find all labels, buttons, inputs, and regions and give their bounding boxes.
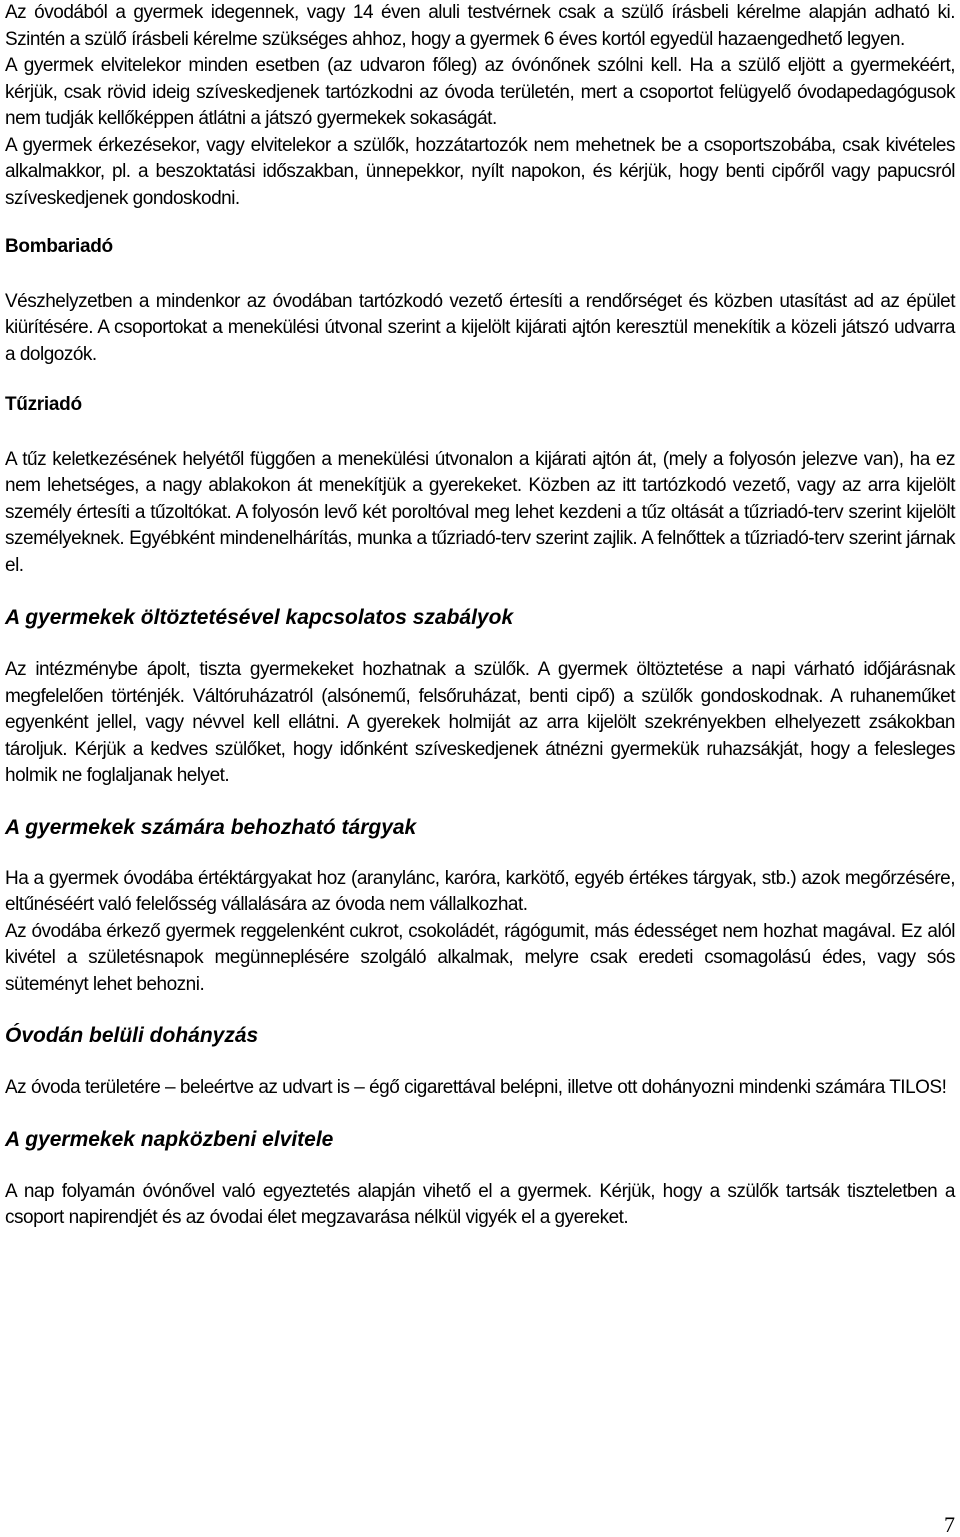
page-number: 7	[944, 1512, 955, 1537]
fire-alarm-paragraph: A tűz keletkezésének helyétől függően a menekülési útvonalon a kijárati ajtón át, (mely a folyosón jelezve van), ha ez nem lehetséges, a nagy ablakokon át menekítjük a gyerekeket. Közben az itt tartózkodó vezető, vagy az arra kijelölt személy értesíti a tűzoltókat. A folyosón levő két poroltóval meg lehet kezdeni a tűz oltását a tűzriadó-terv szerint kijelölt személyeknek. Egyébként mindenelhárítás, munka a tűzriadó-terv szerint zajlik. A felnőttek a tűzriadó-terv szerint járnak el.	[5, 448, 955, 576]
daytime-pickup-paragraph: A nap folyamán óvónővel való egyeztetés alapján vihető el a gyermek. Kérjük, hogy a szülők tartsák tiszteletben a csoport napirendjét és az óvodai élet megzavarása nélkül vigyék el a gyereket.	[5, 1180, 955, 1228]
smoking-heading: Óvodán belüli dohányzás	[5, 1024, 259, 1047]
allowed-items-paragraph-2: Az óvodába érkező gyermek reggelenként cukrot, csokoládét, rágógumit, más édességet nem hozhat magával. Ez alól kivétel a születésnapok megünneplésére szolgáló alkalmak, melyre csak eredeti csomagolású édes, vagy sós süteményt lehet behozni.	[5, 920, 955, 995]
daytime-pickup-heading: A gyermekek napközbeni elvitele	[5, 1127, 334, 1151]
bomb-alarm-heading: Bombariadó	[5, 236, 113, 257]
smoking-paragraph: Az óvoda területére – beleértve az udvart is – égő cigarettával belépni, illetve ott dohányozni mindenki számára TILOS!	[5, 1077, 947, 1098]
fire-alarm-heading: Tűzriadó	[5, 394, 82, 415]
intro-paragraph-2: A gyermek elvitelekor minden esetben (az udvaron főleg) az óvónőnek szólni kell. Ha a szülő eljött a gyermekéért, kérjük, csak rövid ideig szíveskedjenek tartózkodni az óvoda területén, mert a csoportot felügyelő óvodapedagógusok nem tudják kellőképpen átlátni a játszó gyermekek sokaságát.	[5, 55, 955, 129]
intro-paragraph-1: Az óvodából a gyermek idegennek, vagy 14 éven aluli testvérnek csak a szülő írásbeli kérelme alapján adható ki. Szintén a szülő írásbeli kérelme szükséges ahhoz, hogy a gyermek 6 éves kortól egyedül hazaengedhető legyen.	[5, 2, 955, 50]
allowed-items-paragraph-1: Ha a gyermek óvodába értéktárgyakat hoz (aranylánc, karóra, karkötő, egyéb értékes tárgyak, stb.) azok megőrzésére, eltűnéséért való felelősség vállalására az óvoda nem vállalkozhat.	[5, 867, 955, 915]
bomb-alarm-paragraph: Vészhelyzetben a mindenkor az óvodában tartózkodó vezető értesíti a rendőrséget és közben utasítást ad az épület kiürítésére. A csoportokat a menekülési útvonal szerint a kijelölt kijárati ajtón keresztül menekítik a közeli játszó udvarra a dolgozók.	[5, 290, 955, 365]
clothing-rules-heading: A gyermekek öltöztetésével kapcsolatos szabályok	[5, 606, 514, 629]
clothing-rules-paragraph: Az intézménybe ápolt, tiszta gyermekeket hozhatnak a szülők. A gyermek öltöztetése a napi várható időjárásnak megfelelően történjék. Váltóruházatról (alsónemű, felsőruházat, benti cipő) a szülők gondoskodnak. A ruhaneműket egyenként jellel, vagy névvel kell ellátni. A gyerekek holmiját az arra kijelölt szekrényekben elhelyezett zsákokban tároljuk. Kérjük a kedves szülőket, hogy időnként szíveskedjenek átnézni gyermekük ruhazsákját, hogy a felesleges holmik ne foglaljanak helyet.	[5, 659, 955, 786]
allowed-items-heading: A gyermekek számára behozható tárgyak	[5, 815, 417, 839]
intro-paragraph-3: A gyermek érkezésekor, vagy elvitelekor a szülők, hozzátartozók nem mehetnek be a csoportszobába, csak kivételes alkalmakkor, pl. a beszoktatási időszakban, ünnepekkor, nyílt napokon, és kérjük, hogy benti cipőről vagy papucsról szíveskedjenek gondoskodni.	[5, 134, 955, 209]
document-page	[5, 0, 955, 1232]
